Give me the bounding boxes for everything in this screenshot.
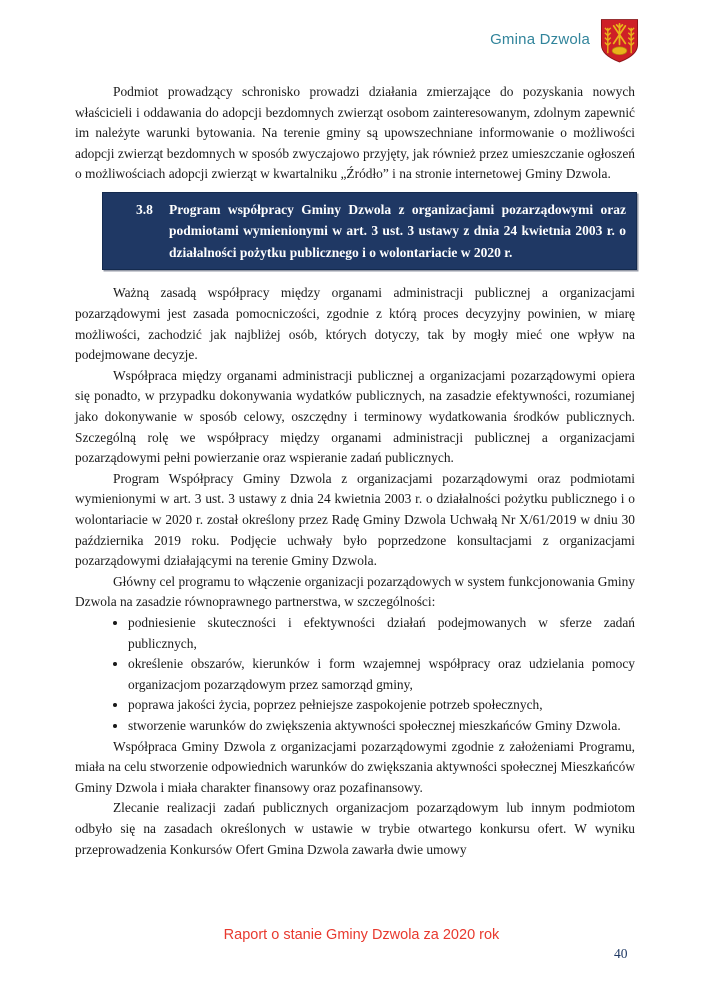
page-number: 40 xyxy=(614,946,628,961)
section-number: 3.8 xyxy=(136,201,153,217)
document-header xyxy=(490,18,639,64)
paragraph-program-goal: Główny cel programu to włączenie organizacji pozarządowych w system funkcjonowania Gminy Dzwola na zasadzie równoprawnego partnerstwa, w szczególności: xyxy=(75,573,635,610)
list-item: • określenie obszarów, kierunków i form wzajemnej współpracy oraz udzielania pomocy organizacjom pozarządowym przez samorząd gminy, xyxy=(128,654,635,695)
program-goals-list xyxy=(75,613,635,737)
paragraph-public-tasks-contracting: Zlecanie realizacji zadań publicznych organizacjom pozarządowym lub innym podmiotom odbyło się na zasadach określonych w ustawie w trybie otwartego konkursu ofert. W wyniku przeprowadzenia Konkursów Ofert Gmina Dzwola zawarła dwie umowy xyxy=(75,800,635,857)
org-name-label: Gmina Dzwola xyxy=(490,30,590,48)
paragraph-cooperation-character: Współpraca Gminy Dzwola z organizacjami pozarządowymi zgodnie z założeniami Programu, miała na celu stworzenie odpowiednich warunków do zwiększania aktywności społecznej Mieszkańców Gminy Dzwola i miała charakter finansowy oraz pozafinansowy. xyxy=(75,738,635,795)
footer-report-title: Raport o stanie Gminy Dzwola za 2020 rok xyxy=(223,927,500,943)
paragraph-principle-effectiveness: Współpraca między organami administracji publicznej a organizacjami pozarządowymi opiera się ponadto, w przypadku dokonywania wydatków publicznych, na zasadzie efektywności, rozumianej jako dokonywanie w sposób celowy, oszczędny i terminowy wydatkowania środków publicznych. Szczególną rolę we współpracy między organami administracji publicznej a organizacjami pozarządowymi pełni powierzanie oraz wspieranie zadań publicznych. xyxy=(75,367,635,466)
paragraph-program-resolution: Program Współpracy Gminy Dzwola z organizacjami pozarządowymi oraz podmiotami wymienionymi w art. 3 ust. 3 ustawy z dnia 24 kwietnia 2003 r. o działalności pożytku publicznego i o wolontariacie w 2020 r. został określony przez Radę Gminy Dzwola Uchwałą Nr X/61/2019 w dniu 30 października 2019 roku. Podjęcie uchwały było poprzedzone konsultacjami z organizacjami pozarządowymi działającymi na terenie Gminy Dzwola. xyxy=(75,470,635,569)
list-item: • podniesienie skuteczności i efektywności działań podejmowanych w sferze zadań publicznych, xyxy=(128,613,635,654)
paragraph-shelter-adoption: Podmiot prowadzący schronisko prowadzi działania zmierzające do pozyskania nowych właścicieli i oddawania do adopcji bezdomnych zwierząt osobom zainteresowanym, zdolnym zapewnić im należyte warunki bytowania. Na terenie gminy są upowszechniane informowanie o możliwości adopcji zwierząt bezdomnych w sposób zwyczajowo przyjęty, jak również przez umieszczanie ogłoszeń o możliwościach adopcji zwierząt w kwartalniku „Źródło” i na stronie internetowej Gminy Dzwola. xyxy=(75,84,635,182)
gmina-dzwola-coat-of-arms-icon xyxy=(600,18,639,64)
list-item: • poprawa jakości życia, poprzez pełniejsze zaspokojenie potrzeb społecznych, xyxy=(128,695,635,716)
list-item: • stworzenie warunków do zwiększenia aktywności społecznej mieszkańców Gminy Dzwola. xyxy=(128,716,635,737)
document-body xyxy=(75,82,635,860)
paragraph-principle-subsidiarity: Ważną zasadą współpracy między organami administracji publicznej a organizacjami pozarządowymi jest zasada pomocniczości, zgodnie z którą proces decyzyjny powinien, w miarę możliwości, zachodzić jak najbliżej osób, których dotyczy, tak by mogły mieć one wpływ na podejmowane decyzje. xyxy=(75,285,635,363)
section-title: Program współpracy Gminy Dzwola z organizacjami pozarządowymi oraz podmiotami wymienionymi w art. 3 ust. 3 ustawy z dnia 24 kwietnia 2003 r. o działalności pożytku publicznego i o wolontariacie w 2020 r. xyxy=(169,201,626,260)
section-heading-3-8 xyxy=(102,192,637,271)
